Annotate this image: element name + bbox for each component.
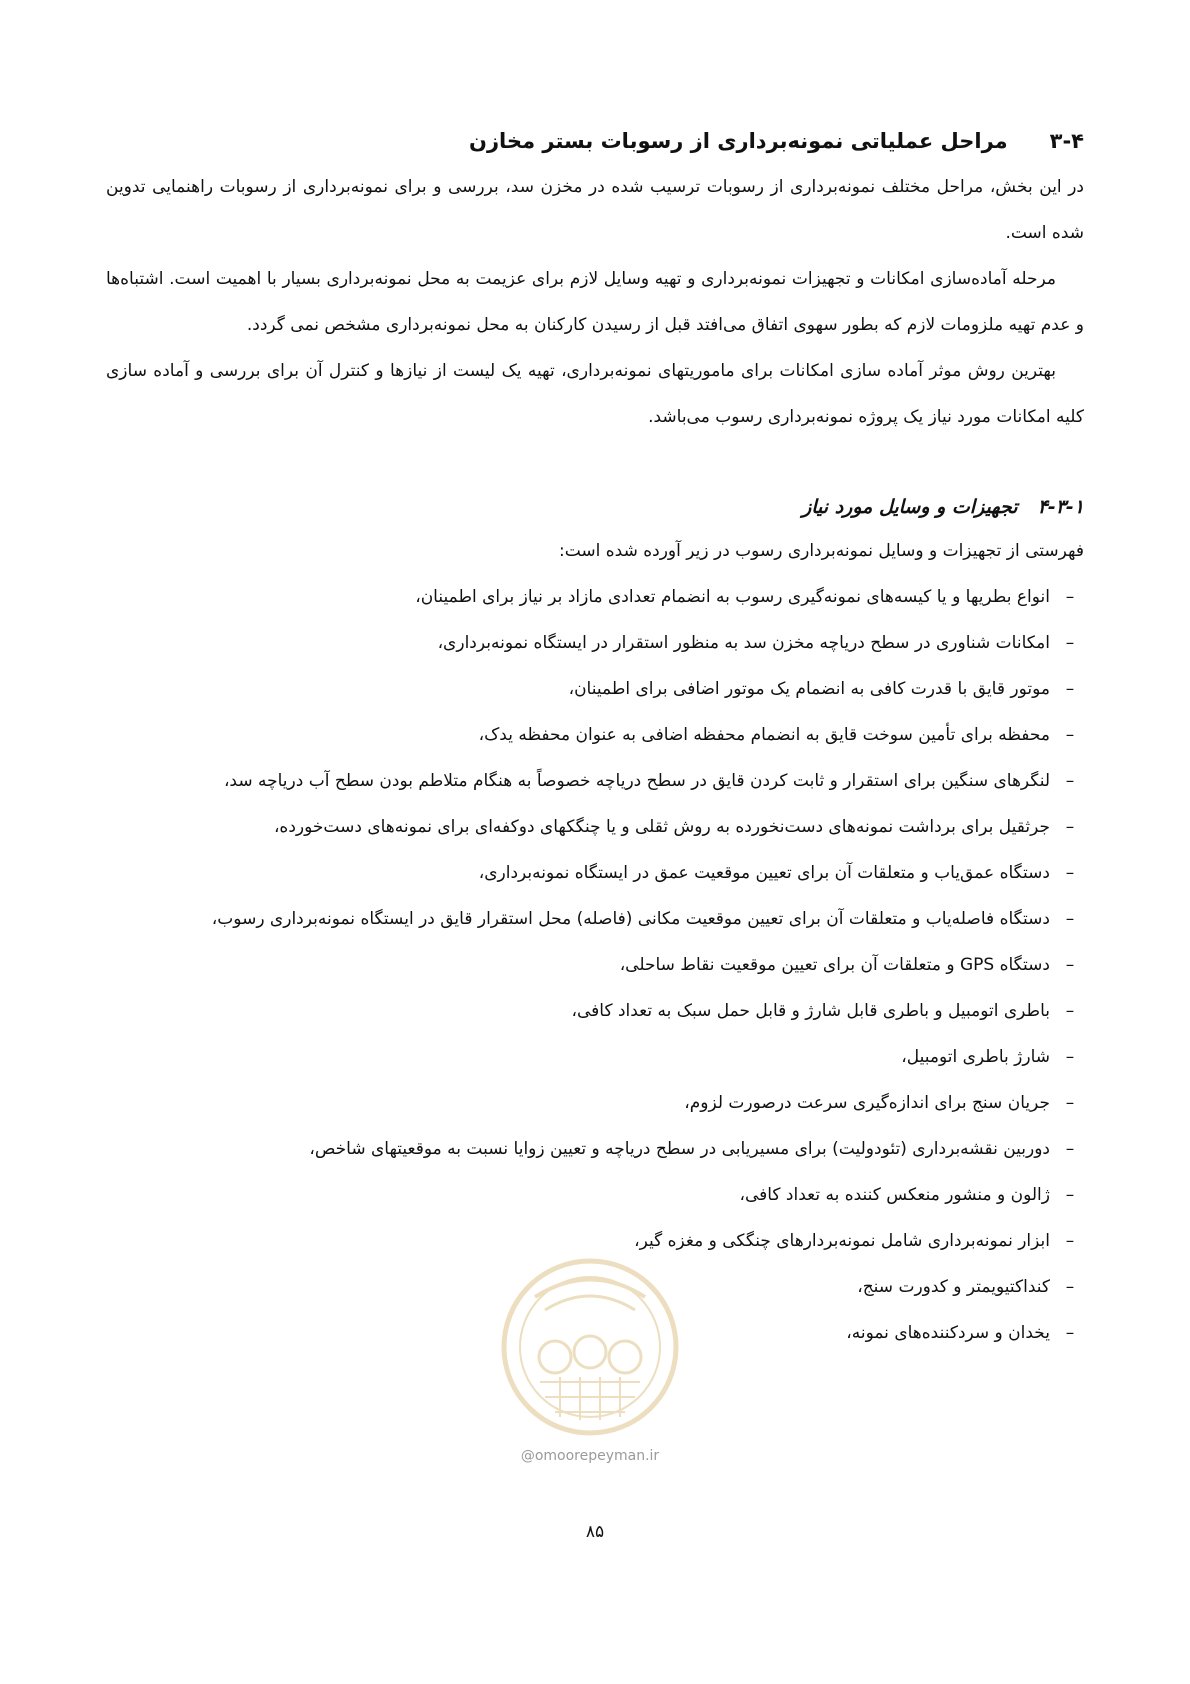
list-dash: –: [1065, 909, 1075, 929]
list-item-text: جریان سنج برای اندازه‌گیری سرعت درصورت لزوم،: [684, 1093, 1050, 1113]
list-dash: –: [1065, 1001, 1075, 1021]
equipment-list: [106, 574, 1084, 1356]
list-item: [106, 850, 1084, 896]
list-item: [106, 988, 1084, 1034]
list-item: [106, 804, 1084, 850]
list-item: [106, 1080, 1084, 1126]
list-item-text: محفظه برای تأمین سوخت قایق به انضمام محفظه اضافی به عنوان محفظه یدک،: [478, 725, 1050, 745]
list-item-text: ژالون و منشور منعکس کننده به تعداد کافی،: [739, 1185, 1050, 1205]
list-dash: –: [1065, 679, 1075, 699]
list-item: [106, 1034, 1084, 1080]
list-item: [106, 896, 1084, 942]
section-heading: [106, 126, 1084, 156]
list-item: [106, 1172, 1084, 1218]
list-item-text: دوربین نقشه‌برداری (تئودولیت) برای مسیریابی در سطح دریاچه و تعیین زوایا نسبت به موقعیتهای شاخص،: [309, 1139, 1050, 1159]
list-dash: –: [1065, 1139, 1075, 1159]
paragraph-1: در این بخش، مراحل مختلف نمونه‌برداری از رسوبات ترسیب شده در مخزن سد، بررسی و برای نمونه‌برداری از رسوبات راهنمایی تدوین شده است.: [106, 177, 1084, 243]
list-item-text: دستگاه فاصله‌یاب و متعلقات آن برای تعیین موقعیت مکانی (فاصله) محل استقرار قایق در ایستگاه نمونه‌برداری رسوب،: [211, 909, 1050, 929]
list-item-text: لنگرهای سنگین برای استقرار و ثابت کردن قایق در سطح دریاچه خصوصاً به هنگام متلاطم بودن سطح آب دریاچه سد،: [223, 771, 1050, 791]
list-item: [106, 620, 1084, 666]
list-item-text: ابزار نمونه‌برداری شامل نمونه‌بردارهای چنگکی و مغزه گیر،: [634, 1231, 1050, 1251]
list-item-text: شارژ باطری اتومبیل،: [901, 1047, 1050, 1067]
list-dash: –: [1065, 817, 1075, 837]
list-item-text: دستگاه عمق‌یاب و متعلقات آن برای تعیین موقعیت عمق در ایستگاه نمونه‌برداری،: [478, 863, 1050, 883]
page-content: [106, 126, 1084, 1356]
section-title: مراحل عملیاتی نمونه‌برداری از رسوبات بستر مخازن: [469, 129, 1008, 153]
list-item: [106, 942, 1084, 988]
list-item-text: باطری اتومبیل و باطری قابل شارژ و قابل حمل سبک به تعداد کافی،: [571, 1001, 1050, 1021]
list-dash: –: [1065, 1093, 1075, 1113]
list-item-text: یخدان و سردکننده‌های نمونه،: [846, 1323, 1050, 1343]
watermark-url: @omoorepeyman.ir: [520, 1448, 660, 1464]
list-item: [106, 1126, 1084, 1172]
subsection-heading: [106, 492, 1084, 522]
list-item-text: انواع بطریها و یا کیسه‌های نمونه‌گیری رسوب به انضمام تعدادی مازاد بر نیاز برای اطمینان،: [415, 587, 1050, 607]
list-item-text: امکانات شناوری در سطح دریاچه مخزن سد به منظور استقرار در ایستگاه نمونه‌برداری،: [437, 633, 1050, 653]
list-dash: –: [1065, 633, 1075, 653]
list-item: [106, 758, 1084, 804]
list-dash: –: [1065, 863, 1075, 883]
list-item-text: دستگاه GPS و متعلقات آن برای تعیین موقعیت نقاط ساحلی،: [619, 955, 1050, 975]
list-item: [106, 666, 1084, 712]
list-intro: فهرستی از تجهیزات و وسایل نمونه‌برداری رسوب در زیر آورده شده است:: [558, 541, 1084, 561]
list-dash: –: [1065, 771, 1075, 791]
list-dash: –: [1065, 725, 1075, 745]
paragraph-2: مرحله آماده‌سازی امکانات و تجهیزات نمونه‌برداری و تهیه وسایل لازم برای عزیمت به محل نمونه‌برداری بسیار با اهمیت است. اشتباه‌ها و عدم تهیه ملزومات لازم که بطور سهوی اتفاق می‌افتد قبل از رسیدن کارکنان به محل نمونه‌برداری مشخص نمی گردد.: [106, 269, 1084, 335]
section-number: ۳-۴: [1049, 129, 1084, 153]
list-item: [106, 712, 1084, 758]
subsection-title: تجهیزات و وسایل مورد نیاز: [802, 496, 1018, 518]
page-number: ۸۵: [585, 1522, 605, 1542]
list-dash: –: [1065, 1323, 1075, 1343]
list-item-text: کنداکتیویمتر و کدورت سنج،: [857, 1277, 1050, 1297]
list-dash: –: [1065, 1231, 1075, 1251]
list-dash: –: [1065, 1277, 1075, 1297]
list-dash: –: [1065, 1185, 1075, 1205]
list-item-text: جرثقیل برای برداشت نمونه‌های دست‌نخورده به روش ثقلی و یا چنگکهای دوکفه‌ای برای نمونه‌های دست‌خورده،: [273, 817, 1050, 837]
list-item: [106, 574, 1084, 620]
list-dash: –: [1065, 587, 1075, 607]
list-dash: –: [1065, 955, 1075, 975]
subsection-number: ۴-۳-۱: [1037, 496, 1084, 518]
paragraph-3: بهترین روش موثر آماده سازی امکانات برای ماموریتهای نمونه‌برداری، تهیه یک لیست از نیازها و کنترل آن برای بررسی و آماده سازی کلیه امکانات مورد نیاز یک پروژه نمونه‌برداری رسوب می‌باشد.: [106, 361, 1084, 427]
list-dash: –: [1065, 1047, 1075, 1067]
watermark-seal-logo: [495, 1252, 685, 1442]
list-item-text: موتور قایق با قدرت کافی به انضمام یک موتور اضافی برای اطمینان،: [568, 679, 1050, 699]
